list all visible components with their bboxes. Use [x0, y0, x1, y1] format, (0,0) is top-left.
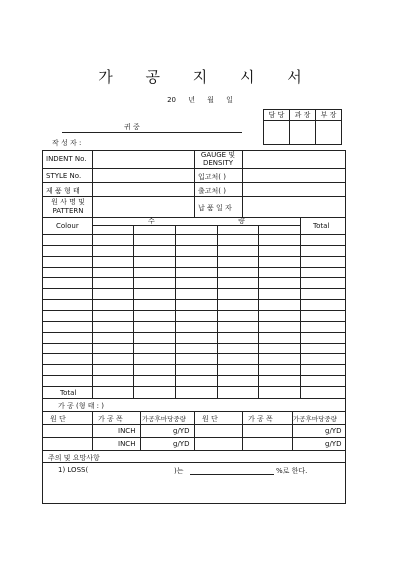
divider: [92, 411, 93, 450]
gyd-unit: g/YD: [173, 440, 190, 448]
divider: [42, 398, 346, 399]
qty-header-right: 량: [238, 217, 245, 225]
table-row-line: [42, 310, 346, 311]
table-row-line: [42, 375, 346, 376]
product-form-label: 제 품 형 태: [46, 187, 80, 195]
table-row-line: [42, 256, 346, 257]
divider: [194, 411, 195, 450]
divider: [42, 450, 346, 451]
loss-label-start: 1) LOSS(: [58, 466, 89, 474]
table-row-line: [42, 299, 346, 300]
delivery-input[interactable]: [243, 197, 345, 216]
gyd-unit: g/YD: [325, 440, 342, 448]
table-row-line: [42, 343, 346, 344]
total-row-label: Total: [60, 389, 77, 397]
divider: [175, 225, 176, 398]
indent-label: INDENT No.: [46, 155, 87, 163]
table-row-line: [42, 386, 346, 387]
divider: [42, 462, 346, 463]
approval-label-staff: 담 당: [264, 110, 290, 121]
release-input[interactable]: [243, 183, 345, 195]
table-row-line: [42, 364, 346, 365]
recipient-line: [62, 132, 242, 133]
approval-label-director: 부 장: [316, 110, 342, 121]
divider: [194, 150, 195, 217]
weight-header-left: 가공후마당중량: [142, 415, 186, 423]
writer-label: 작 성 자 :: [52, 139, 82, 147]
table-row-line: [42, 288, 346, 289]
document-title: 가 공 지 시 서: [98, 68, 316, 86]
inch-unit: INCH: [118, 440, 136, 448]
table-row-line: [42, 332, 346, 333]
gauge-label: GAUGE 및 DENSITY: [200, 151, 236, 167]
process-label: 가 공 (형 태 : ): [58, 402, 104, 410]
delivery-label: 납 품 일 자: [198, 204, 232, 212]
approval-sign-staff[interactable]: [264, 121, 290, 145]
table-row-line: [42, 321, 346, 322]
fabric-header-right: 원 단: [202, 415, 218, 423]
notes-heading: 주의 및 요망사항: [48, 454, 100, 462]
product-form-input[interactable]: [93, 183, 193, 195]
table-row-line: [42, 234, 346, 235]
approval-box: [263, 109, 342, 145]
gauge-input[interactable]: [243, 151, 345, 167]
recipient-label: 귀 중: [124, 123, 140, 131]
colour-header: Colour: [56, 222, 79, 230]
divider: [217, 225, 218, 398]
loss-input-line[interactable]: [190, 474, 274, 475]
divider: [258, 225, 259, 398]
approval-label-manager: 과 장: [290, 110, 316, 121]
loss-label-end: %로 한다.: [276, 467, 308, 475]
indent-input[interactable]: [93, 151, 193, 167]
inch-unit: INCH: [118, 427, 136, 435]
intake-label: 입고처( ): [198, 173, 226, 181]
loss-label-mid: )는: [174, 467, 184, 475]
table-row-line: [42, 245, 346, 246]
material-label: 원 사 명 및 PATTERN: [51, 198, 85, 215]
date-line: 20 년 월 일: [167, 96, 233, 104]
table-row-line: [42, 353, 346, 354]
approval-sign-manager[interactable]: [290, 121, 316, 145]
divider: [140, 411, 141, 450]
intake-input[interactable]: [243, 169, 345, 181]
divider: [242, 411, 243, 450]
table-row-line: [42, 267, 346, 268]
gyd-unit: g/YD: [325, 427, 342, 435]
divider: [92, 225, 300, 226]
release-label: 출고처( ): [198, 187, 226, 195]
style-label: STYLE No.: [46, 172, 82, 180]
width-header-left: 가 공 폭: [98, 415, 123, 423]
style-input[interactable]: [93, 169, 193, 181]
material-input[interactable]: [93, 197, 193, 216]
weight-header-right: 가공후마당중량: [293, 415, 337, 423]
qty-header-left: 수: [148, 217, 155, 225]
total-column-header: Total: [313, 222, 330, 230]
divider: [133, 225, 134, 398]
approval-sign-director[interactable]: [316, 121, 342, 145]
gyd-unit: g/YD: [173, 427, 190, 435]
table-row-line: [42, 277, 346, 278]
width-header-right: 가 공 폭: [248, 415, 273, 423]
fabric-header-left: 원 단: [50, 415, 66, 423]
